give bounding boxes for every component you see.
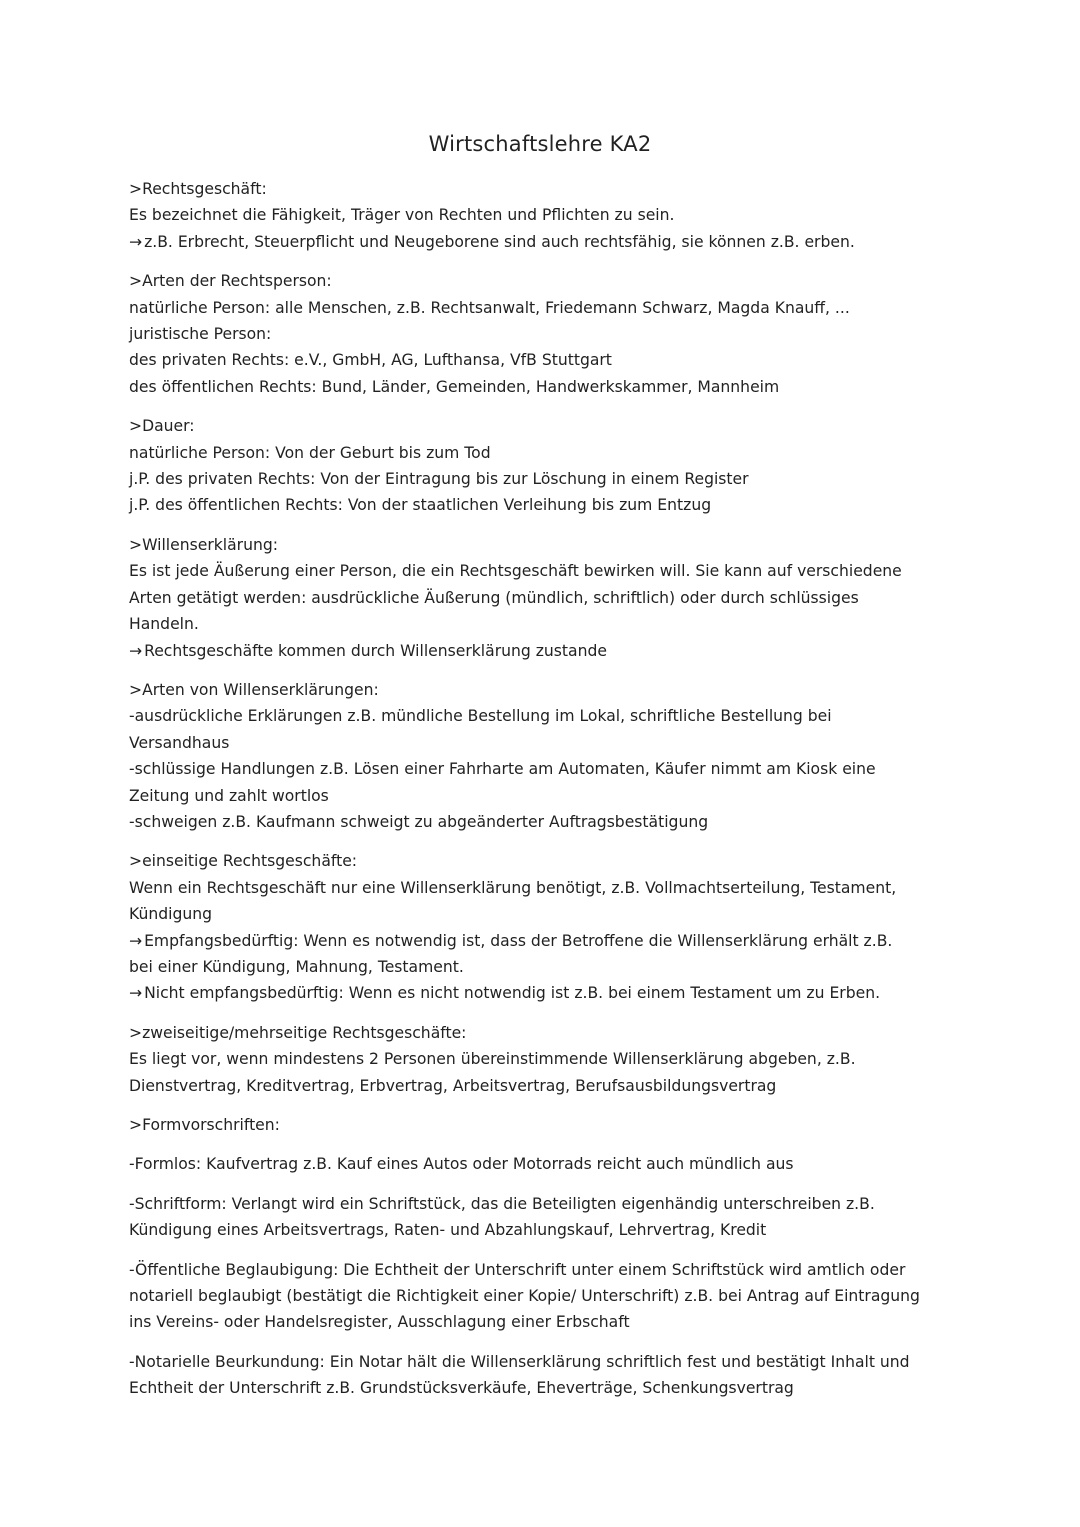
text-line: -Notarielle Beurkundung: Ein Notar hält die Willenserklärung schriftlich fest und bestätigt Inhalt und (129, 1352, 910, 1371)
text-line: Arten getätigt werden: ausdrückliche Äußerung (mündlich, schriftlich) oder durch schlüssiges (129, 588, 859, 607)
section-dauer (129, 413, 959, 519)
section-einseitige-rechtsgeschaefte (129, 848, 959, 1006)
text-line: Wenn ein Rechtsgeschäft nur eine Willenserklärung benötigt, z.B. Vollmachtserteilung, Testament, (129, 878, 897, 897)
text-line: juristische Person: (129, 325, 272, 344)
section-heading: >Arten der Rechtsperson: (129, 272, 332, 291)
section-zweiseitige-rechtsgeschaefte (129, 1020, 959, 1099)
section-heading: >Arten von Willenserklärungen: (129, 680, 379, 699)
document-title: Wirtschaftslehre KA2 (428, 132, 652, 156)
section-arten-rechtsperson (129, 268, 959, 400)
text-line: Versandhaus (129, 733, 230, 752)
arrow-text-line: → Empfangsbedürftig: Wenn es notwendig ist, dass der Betroffene die Willenserklärung erhält z.B. (129, 928, 959, 954)
document-body (129, 176, 959, 1415)
text-line: -Formlos: Kaufvertrag z.B. Kauf eines Autos oder Motorrads reicht auch mündlich aus (129, 1155, 794, 1174)
text-line: Kündigung eines Arbeitsvertrags, Raten- und Abzahlungskauf, Lehrvertrag, Kredit (129, 1221, 767, 1240)
text-line: Dienstvertrag, Kreditvertrag, Erbvertrag, Arbeitsvertrag, Berufsausbildungsvertrag (129, 1076, 777, 1095)
text-line: Zeitung und zahlt wortlos (129, 786, 329, 805)
section-formvorschriften (129, 1112, 959, 1138)
section-willenserklaerung (129, 532, 959, 664)
text-line: -ausdrückliche Erklärungen z.B. mündliche Bestellung im Lokal, schriftliche Bestellung bei (129, 707, 832, 726)
text-line: -Öffentliche Beglaubigung: Die Echtheit der Unterschrift unter einem Schriftstück wird amtlich oder (129, 1260, 906, 1279)
text-line: natürliche Person: alle Menschen, z.B. Rechtsanwalt, Friedemann Schwarz, Magda Knauff, ... (129, 298, 850, 317)
section-heading: >Formvorschriften: (129, 1116, 280, 1134)
text-line: -schweigen z.B. Kaufmann schweigt zu abgeänderter Auftragsbestätigung (129, 812, 709, 831)
text-line: Echtheit der Unterschrift z.B. Grundstücksverkäufe, Eheverträge, Schenkungsvertrag (129, 1379, 794, 1398)
text-line: ins Vereins- oder Handelsregister, Ausschlagung einer Erbschaft (129, 1313, 630, 1332)
text-line: Es ist jede Äußerung einer Person, die ein Rechtsgeschäft bewirken will. Sie kann auf verschiedene (129, 562, 902, 581)
section-schriftform (129, 1191, 959, 1244)
text-line: j.P. des öffentlichen Rechts: Von der staatlichen Verleihung bis zum Entzug (129, 496, 712, 515)
text-line: Es bezeichnet die Fähigkeit, Träger von Rechten und Pflichten zu sein. (129, 206, 675, 225)
arrow-text-line: → Nicht empfangsbedürftig: Wenn es nicht notwendig ist z.B. bei einem Testament um zu Erben. (129, 980, 959, 1006)
text-line: bei einer Kündigung, Mahnung, Testament. (129, 957, 464, 976)
section-heading: >Rechtsgeschäft: (129, 180, 267, 198)
section-formlos (129, 1151, 959, 1177)
text-line: Handeln. (129, 615, 199, 634)
arrow-text-line: → Rechtsgeschäfte kommen durch Willenserklärung zustande (129, 638, 959, 664)
text-line: natürliche Person: Von der Geburt bis zum Tod (129, 443, 491, 462)
text-line: Kündigung (129, 905, 213, 924)
text-line: Es liegt vor, wenn mindestens 2 Personen übereinstimmende Willenserklärung abgeben, z.B. (129, 1050, 856, 1069)
section-rechtsgeschaeft (129, 176, 959, 255)
section-notarielle-beurkundung (129, 1349, 959, 1402)
section-heading: >einseitige Rechtsgeschäfte: (129, 852, 358, 871)
section-heading: >Willenserklärung: (129, 535, 278, 554)
section-heading: >Dauer: (129, 417, 195, 436)
section-heading: >zweiseitige/mehrseitige Rechtsgeschäfte: (129, 1023, 467, 1042)
text-line: des öffentlichen Rechts: Bund, Länder, Gemeinden, Handwerkskammer, Mannheim (129, 377, 780, 396)
text-line: -schlüssige Handlungen z.B. Lösen einer Fahrharte am Automaten, Käufer nimmt am Kiosk eine (129, 760, 876, 779)
section-arten-willenserklaerungen (129, 677, 959, 835)
text-line: des privaten Rechts: e.V., GmbH, AG, Lufthansa, VfB Stuttgart (129, 351, 612, 370)
text-line: j.P. des privaten Rechts: Von der Eintragung bis zur Löschung in einem Register (129, 470, 749, 489)
text-line: notariell beglaubigt (bestätigt die Richtigkeit einer Kopie/ Unterschrift) z.B. bei Antrag auf Eintragung (129, 1287, 920, 1306)
section-oeffentliche-beglaubigung (129, 1257, 959, 1336)
text-line: -Schriftform: Verlangt wird ein Schriftstück, das die Beteiligten eigenhändig unterschreiben z.B. (129, 1194, 875, 1213)
arrow-text-line: → z.B. Erbrecht, Steuerpflicht und Neugeborene sind auch rechtsfähig, sie können z.B. erben. (129, 229, 959, 255)
